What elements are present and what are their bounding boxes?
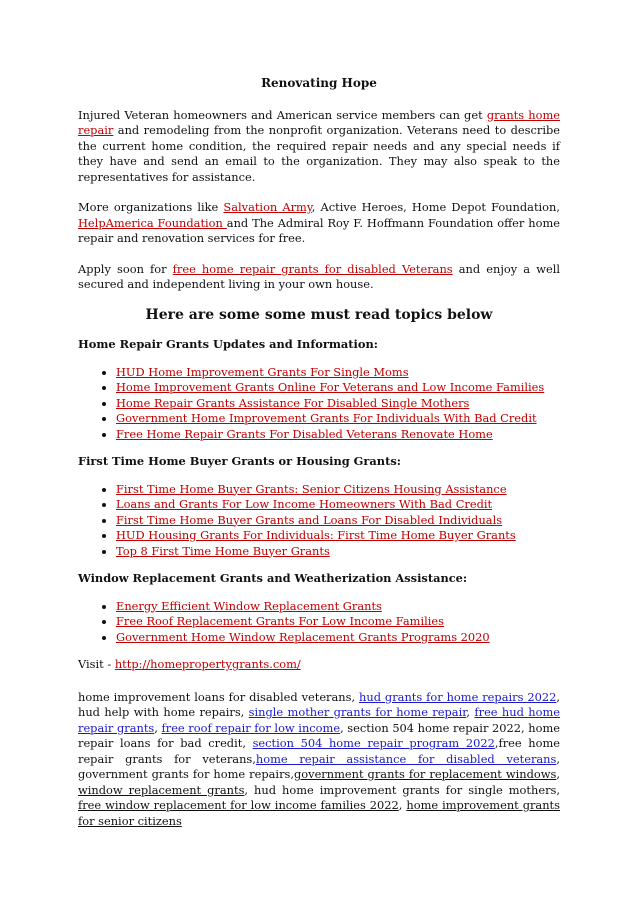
window-replacement-links-list: [78, 599, 560, 646]
keyword-link[interactable]: section 504 home repair program 2022: [252, 736, 495, 750]
topic-link[interactable]: First Time Home Buyer Grants and Loans For Disabled Individuals: [116, 512, 503, 527]
salvation-army-link[interactable]: Salvation Army: [223, 200, 312, 214]
homepropertygrants-url-link[interactable]: http://homepropertygrants.com/: [114, 657, 301, 671]
intro-paragraph: Injured Veteran homeowners and American service members can get grants home repair and remodeling from the nonprofit organization. Veterans need to describe the current home condition, the required repair needs and any special needs if they have and send an email to the organization. They may also speak to the representatives for assistance.: [78, 107, 560, 184]
topic-link[interactable]: HUD Housing Grants For Individuals: First Time Home Buyer Grants: [116, 528, 516, 542]
list-item: [116, 497, 560, 513]
keyword-link[interactable]: single mother grants for home repair: [248, 705, 467, 719]
keyword-link[interactable]: free roof repair for low income: [161, 720, 341, 735]
grants-home-repair-link[interactable]: grants home repair: [78, 107, 560, 137]
list-item: [116, 411, 560, 427]
apply-paragraph: Apply soon for free home repair grants for disabled Veterans and enjoy a well secured and independent living in your own house.: [78, 261, 560, 291]
topic-link[interactable]: Government Home Improvement Grants For Individuals With Bad Credit: [116, 411, 537, 425]
keyword-link[interactable]: hud grants for home repairs 2022: [359, 689, 557, 704]
organizations-paragraph: More organizations like Salvation Army, Active Heroes, Home Depot Foundation, HelpAmerica Foundation and The Admiral Roy F. Hoffmann Foundation offer home repair and renovation services for free.: [78, 200, 560, 245]
home-buyer-links-list: [78, 482, 560, 560]
list-item: [116, 396, 560, 412]
list-item: [116, 427, 560, 443]
topic-link[interactable]: First Time Home Buyer Grants: Senior Citizens Housing Assistance: [116, 481, 507, 496]
list-item: [116, 482, 560, 498]
list-item: [116, 513, 560, 529]
section-heading-home-repair: Home Repair Grants Updates and Information:: [78, 337, 378, 351]
section-heading-home-buyer: First Time Home Buyer Grants or Housing Grants:: [78, 454, 401, 468]
keyword-link[interactable]: home repair assistance for disabled veterans: [255, 751, 557, 766]
topic-link[interactable]: Top 8 First Time Home Buyer Grants: [116, 543, 330, 558]
topic-link[interactable]: Free Roof Replacement Grants For Low Income Families: [116, 614, 445, 628]
topic-link[interactable]: HUD Home Improvement Grants For Single Moms: [116, 364, 409, 379]
keyword-link[interactable]: government grants for replacement windows: [293, 767, 557, 781]
visit-line: Visit - http://homepropertygrants.com/: [78, 657, 301, 671]
keyword-link[interactable]: window replacement grants: [78, 782, 245, 797]
topic-link[interactable]: Loans and Grants For Low Income Homeowners With Bad Credit: [116, 497, 493, 511]
list-item: [116, 528, 560, 544]
free-home-repair-disabled-veterans-link[interactable]: free home repair grants for disabled Veterans: [172, 261, 453, 276]
section-heading-window-replacement: Window Replacement Grants and Weatherization Assistance:: [78, 571, 468, 585]
helpamerica-foundation-link[interactable]: HelpAmerica Foundation: [78, 215, 227, 230]
topic-link[interactable]: Free Home Repair Grants For Disabled Veterans Renovate Home: [116, 426, 493, 441]
list-item: [116, 630, 560, 646]
topics-subtitle: Here are some some must read topics below: [145, 306, 493, 323]
document-page: [78, 76, 560, 844]
list-item: [116, 380, 560, 396]
list-item: [116, 365, 560, 381]
keyword-link[interactable]: free hud home repair grants: [78, 705, 560, 735]
topic-link[interactable]: Home Improvement Grants Online For Veterans and Low Income Families: [116, 380, 545, 394]
list-item: [116, 544, 560, 560]
keyword-link[interactable]: free window replacement for low income families 2022: [78, 798, 399, 812]
keyword-link[interactable]: home improvement grants for senior citizens: [78, 798, 560, 828]
list-item: [116, 599, 560, 615]
document-title: Renovating Hope: [261, 76, 377, 90]
topic-link[interactable]: Energy Efficient Window Replacement Grants: [116, 598, 382, 613]
home-repair-links-list: [78, 365, 560, 443]
topic-link[interactable]: Government Home Window Replacement Grants Programs 2020: [116, 629, 490, 644]
list-item: [116, 614, 560, 630]
keywords-paragraph: home improvement loans for disabled veterans, hud grants for home repairs 2022, hud help with home repairs, single mother grants for home repair, free hud home repair grants, free roof repair for low income, section 504 home repair 2022, home repair loans for bad credit, section 504 home repair program 2022,free home repair grants for veterans,home repair assistance for disabled veterans, government grants for home repairs,government grants for replacement windows, window replacement grants, hud home improvement grants for single mothers, free window replacement for low income families 2022, home improvement grants for senior citizens: [78, 689, 560, 828]
topic-link[interactable]: Home Repair Grants Assistance For Disabled Single Mothers: [116, 395, 470, 410]
